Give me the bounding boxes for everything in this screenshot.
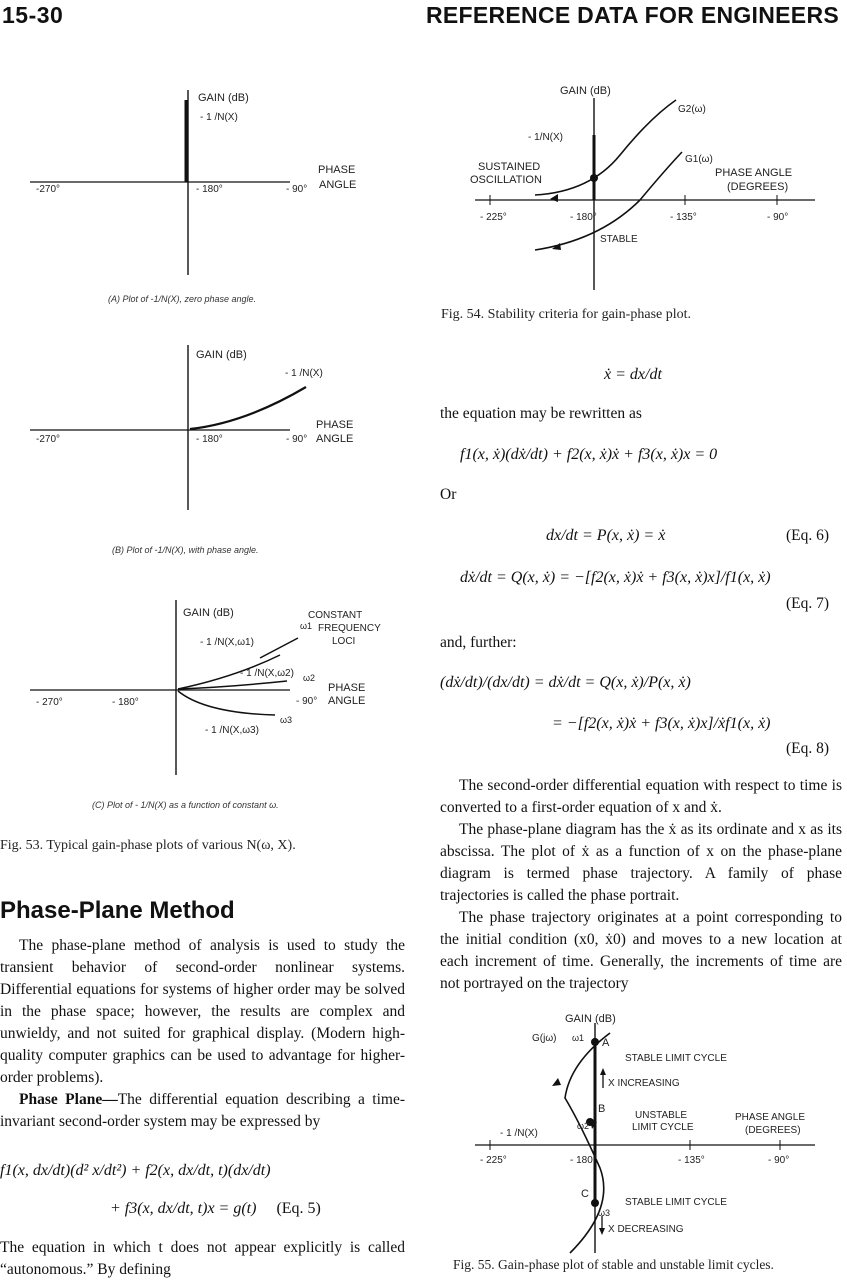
fig54-gain-label: GAIN (dB) <box>560 85 611 97</box>
paragraph-3: The equation in which t does not appear explicitly is called “autonomous.” By defining <box>0 1239 405 1278</box>
fig53a-gain-label: GAIN (dB) <box>198 92 249 104</box>
fig53c-phase: PHASE <box>328 682 366 694</box>
running-title: REFERENCE DATA FOR ENGINEERS <box>425 2 839 28</box>
fig53c-w2: ω2 <box>303 673 316 683</box>
fig55-unstable: UNSTABLE <box>635 1110 688 1121</box>
paragraphs-right <box>440 775 842 995</box>
rewritten-equation: f1(x, ẋ)(dẋ/dt) + f2(x, ẋ)ẋ + f3(x, ẋ)x = 0 <box>460 446 718 463</box>
fig55-b: B <box>598 1103 606 1115</box>
phase-plane-runin: Phase Plane— <box>19 1091 118 1108</box>
fig55-w2: ω2 <box>577 1121 590 1131</box>
fig53-caption: Fig. 53. Typical gain-phase plots of various N(ω, X). <box>0 838 296 853</box>
further-text: and, further: <box>440 634 517 651</box>
fig55-gain-label: GAIN (dB) <box>565 1013 616 1025</box>
fig53c-loci: LOCI <box>332 636 356 647</box>
fig53a-curve-label: - 1 /N(X) <box>200 112 238 123</box>
fig54-stable: STABLE <box>600 234 638 245</box>
fig55-c: C <box>581 1188 589 1200</box>
fig55-g-label: G(jω) <box>532 1033 557 1044</box>
fig53c-curve2: - 1 /N(X,ω2) <box>240 668 294 679</box>
fig53a-tick-270: -270° <box>36 184 61 195</box>
fig53c-frequency: FREQUENCY <box>318 623 381 634</box>
fig53c-w1: ω1 <box>300 621 313 631</box>
fig53a-phase-label: PHASE <box>318 164 356 176</box>
fig53c-curve3: - 1 /N(X,ω3) <box>205 725 259 736</box>
paragraph-2 <box>0 1089 405 1133</box>
fig55-a: A <box>602 1037 610 1049</box>
fig53b-plot <box>0 340 400 540</box>
fig54-tick-135: - 135° <box>670 212 697 223</box>
fig55-stable-limit: STABLE LIMIT CYCLE <box>625 1053 727 1064</box>
fig53c-caption: (C) Plot of - 1/N(X) as a function of constant ω. <box>92 800 279 810</box>
fig55-caption: Fig. 55. Gain-phase plot of stable and unstable limit cycles. <box>453 1257 774 1272</box>
fig55-n-label: - 1 /N(X) <box>500 1128 538 1139</box>
paragraph-3-block <box>0 1237 405 1281</box>
section-heading: Phase-Plane Method <box>0 897 235 924</box>
eq6: dx/dt = P(x, ẋ) = ẋ <box>546 527 666 544</box>
fig54-tick-180: - 180° <box>570 212 597 223</box>
fig55-w3: ω3 <box>598 1208 611 1218</box>
fig54-sustained: SUSTAINED <box>478 161 541 173</box>
fig53c-w3: ω3 <box>280 715 293 725</box>
or-text: Or <box>440 486 457 503</box>
fig53b-angle-label: ANGLE <box>316 433 354 445</box>
def-equation: ẋ = dx/dt <box>604 366 662 383</box>
fig53c-gain-label: GAIN (dB) <box>183 607 234 619</box>
eq7-number: (Eq. 7) <box>786 595 830 612</box>
fig53b-tick-180: - 180° <box>196 434 223 445</box>
fig53c-angle: ANGLE <box>328 695 366 707</box>
fig54-tick-225: - 225° <box>480 212 507 223</box>
fig53a-tick-180: - 180° <box>196 184 223 195</box>
fig55-tick-135: - 135° <box>678 1155 705 1166</box>
fig53c-plot <box>0 595 400 795</box>
paragraph-5: The phase-plane diagram has the ẋ as its ordinate and x as its abscissa. The plot of ẋ as a function of x on the phase-plane diagram is termed phase trajectory. A family of phase trajectories is called the phase portrait. <box>440 821 842 904</box>
fig53c-curve1: - 1 /N(X,ω1) <box>200 637 254 648</box>
fig53c-tick-270: - 270° <box>36 697 63 708</box>
fig53b-curve-label: - 1 /N(X) <box>285 368 323 379</box>
fig55-w1: ω1 <box>572 1033 585 1043</box>
fig53a-caption: (A) Plot of -1/N(X), zero phase angle. <box>108 294 257 304</box>
eq5-line2-text: + f3(x, dx/dt, t)x = g(t) <box>110 1200 257 1217</box>
fig55-x-increasing: X INCREASING <box>608 1078 680 1089</box>
fig53b-tick-270: -270° <box>36 434 61 445</box>
paragraph-intro <box>0 935 405 1133</box>
paragraph-6: The phase trajectory originates at a point corresponding to the initial condition (x0, ẋ0) and moves to a new location at each increment of time. Generally, the increments of time are not portrayed on the trajectory <box>440 909 842 992</box>
fig53b-caption: (B) Plot of -1/N(X), with phase angle. <box>112 545 259 555</box>
fig54-g2: G2(ω) <box>678 104 706 115</box>
fig54-caption: Fig. 54. Stability criteria for gain-phase plot. <box>441 307 692 322</box>
paragraph-2-text: The differential equation describing a time-invariant second-order system may be expressed by <box>0 1091 405 1130</box>
fig54-g1: G1(ω) <box>685 154 713 165</box>
fig55-stable-limit2: STABLE LIMIT CYCLE <box>625 1197 727 1208</box>
fig53a-tick-90: - 90° <box>286 184 308 195</box>
fig55-tick-90: - 90° <box>768 1155 790 1166</box>
paragraph-4: The second-order differential equation with respect to time is converted to a first-order equation of x and ẋ. <box>440 777 842 816</box>
fig53a-plot <box>0 80 400 320</box>
fig55-limit-cycle: LIMIT CYCLE <box>632 1122 694 1133</box>
fig53b-gain-label: GAIN (dB) <box>196 349 247 361</box>
fig55-phase-angle: PHASE ANGLE <box>735 1112 806 1123</box>
fig53a-angle-label: ANGLE <box>319 179 357 191</box>
eq5-line2 <box>110 1200 321 1218</box>
fig54-phase-angle: PHASE ANGLE <box>715 167 793 179</box>
fig53c-constant: CONSTANT <box>308 610 363 621</box>
fig54-degrees: (DEGREES) <box>727 181 789 193</box>
eq8-line1: (dẋ/dt)/(dx/dt) = dẋ/dt = Q(x, ẋ)/P(x, ẋ) <box>440 674 691 691</box>
eq5-line1: f1(x, dx/dt)(d² x/dt²) + f2(x, dx/dt, t)(dx/dt) <box>0 1162 271 1179</box>
fig54-plot <box>440 80 840 295</box>
fig53b-tick-90: - 90° <box>286 434 308 445</box>
eq6-number: (Eq. 6) <box>786 527 830 544</box>
fig55-tick-180: - 180° <box>570 1155 597 1166</box>
page-number: 15-30 <box>2 2 64 28</box>
rewrite-text: the equation may be rewritten as <box>440 405 642 422</box>
eq8-number: (Eq. 8) <box>786 740 830 757</box>
fig54-tick-90: - 90° <box>767 212 789 223</box>
fig55-degrees: (DEGREES) <box>745 1125 801 1136</box>
eq7: dẋ/dt = Q(x, ẋ) = −[f2(x, ẋ)ẋ + f3(x, ẋ)x]/f1(x, ẋ) <box>460 569 771 586</box>
fig54-oscillation: OSCILLATION <box>470 174 542 186</box>
fig53c-tick-180: - 180° <box>112 697 139 708</box>
fig55-tick-225: - 225° <box>480 1155 507 1166</box>
fig55-x-decreasing: X DECREASING <box>608 1224 684 1235</box>
fig53b-phase-label: PHASE <box>316 419 354 431</box>
fig54-n-label: - 1/N(X) <box>528 132 563 143</box>
fig55-plot <box>440 1008 840 1270</box>
paragraph-1: The phase-plane method of analysis is used to study the transient behavior of second-order nonlinear systems. Differential equations for systems of higher order may be solved in the phase space; however, the results are complex and unwieldy, and not suited for graphical display. (Modern high-quality computer graphics can be used to advantage for higher-order problems). <box>0 937 405 1086</box>
eq5-number: (Eq. 5) <box>276 1200 321 1217</box>
eq8-line2: = −[f2(x, ẋ)ẋ + f3(x, ẋ)x]/ẋf1(x, ẋ) <box>552 715 771 732</box>
fig53c-tick-90: - 90° <box>296 696 318 707</box>
